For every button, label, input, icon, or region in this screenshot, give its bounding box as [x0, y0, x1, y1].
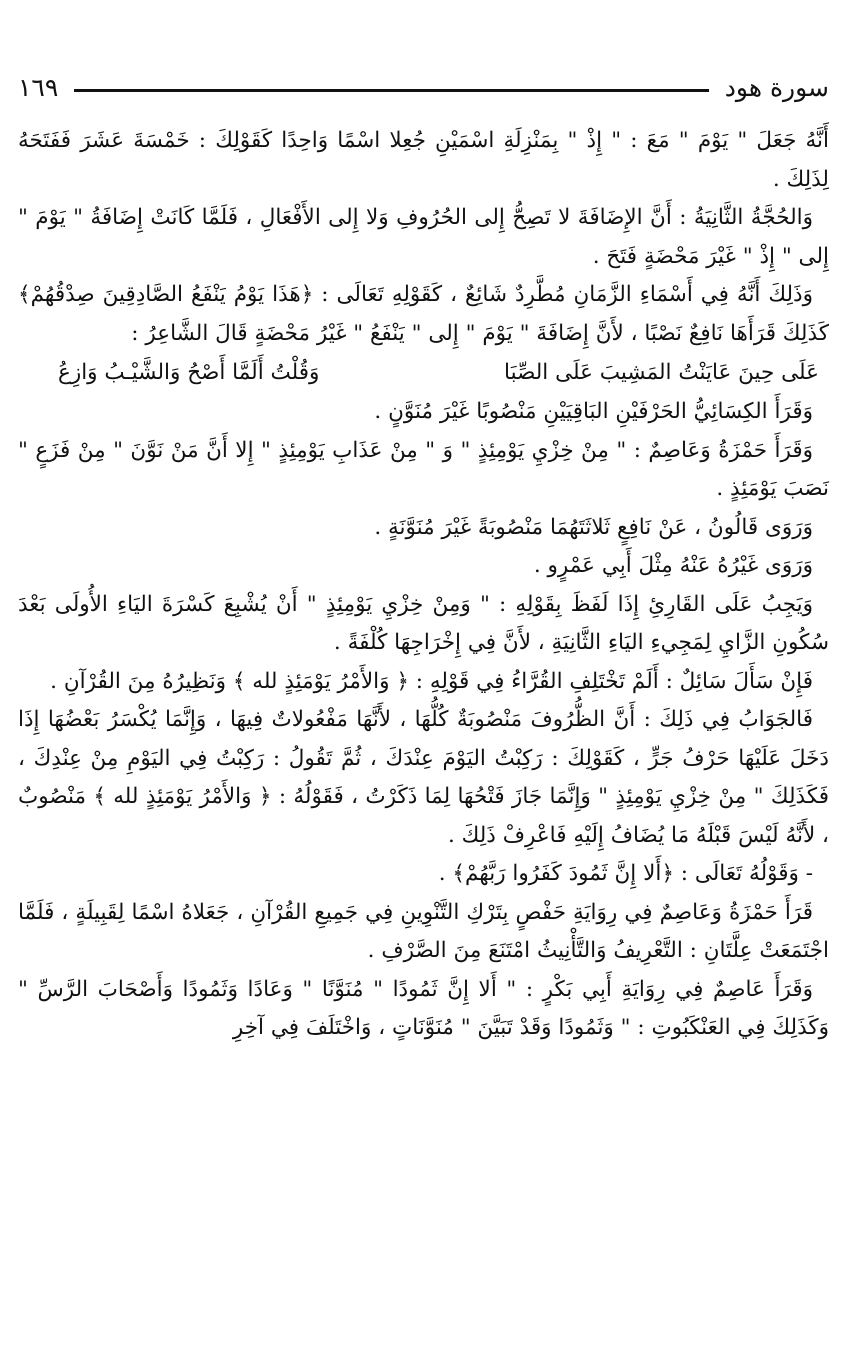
paragraph: فَإِنْ سَأَلَ سَائِلٌ : أَلَمْ تَخْتَلِفِ القُرَّاءُ فِي قَوْلِهِ : ﴿ وَالأَمْرُ يَوْمَئِذٍ لله ﴾ وَنَظِيرُهُ مِنَ القُرْآنِ .	[50, 668, 813, 694]
paragraph: وَذَلِكَ أَنَّهُ فِي أَسْمَاءِ الزَّمَانِ مُطَّرِدٌ شَائِعٌ ، كَقَوْلِهِ تَعَالَى : ﴿هَذَا يَوْمُ يَنْفَعُ الصَّادِقِينَ صِدْقُهُمْ﴾ كَذَلِكَ قَرَأَهَا نَافِعٌ نَصْبًا ، لأَنَّ إِضَافَةَ " يَوْمَ " إِلى " يَنْفَعُ " غَيْرُ مَحْضَةٍ قَالَ الشَّاعِرُ :	[18, 282, 829, 346]
page-header	[18, 62, 829, 112]
paragraph: وَالحُجَّةُ الثَّانِيَةُ : أَنَّ الإِضَافَةَ لا تَصِحُّ إِلى الحُرُوفِ وَلا إِلى الأَفْعَالِ ، فَلَمَّا كَانَتْ إِضَافَةُ " يَوْمَ " إِلى " إِذْ " غَيْرَ مَحْضَةٍ فَتَحَ .	[18, 205, 829, 269]
paragraph: وَيَجِبُ عَلَى القَارِئِ إِذَا لَفَظَ بِقَوْلِهِ : " وَمِنْ خِزْيِ يَوْمِئِذٍ " أَنْ يُشْبِعَ كَسْرَةَ اليَاءِ الأُولَى بَعْدَ سُكُونِ الزَّايِ لِمَجِيءِ اليَاءِ الثَّانِيَةِ ، لأَنَّ فِي إِخْرَاجِهَا كُلْفَةً .	[18, 591, 829, 655]
surah-title: سورة هود	[724, 72, 829, 102]
verse-second-hemistich: وَقُلْتُ أَلَمَّا أَصْحُ وَالشَّيْـبُ وَازِعُ	[58, 360, 320, 385]
paragraph: وَرَوَى غَيْرُهُ عَنْهُ مِثْلَ أَبِي عَمْرٍو .	[533, 553, 813, 578]
page-number: ١٦٩	[18, 72, 59, 102]
paragraph: فَالجَوَابُ فِي ذَلِكَ : أَنَّ الظُّرُوفَ مَنْصُوبَةٌ كُلُّهَا ، لأَنَّهَا مَفْعُولاتٌ فِيهَا ، وَإِنَّمَا يُكْسَرُ بَعْضُهَا إِذَا دَخَلَ عَلَيْهَا حَرْفُ جَرٍّ ، كَقَوْلِكَ : رَكِبْتُ اليَوْمَ عِنْدَكَ ، ثُمَّ تَقُولُ : رَكِبْتُ فِي اليَوْمِ مِنْ عِنْدِكَ ، فَكَذَلِكَ " مِنْ خِزْيِ يَوْمِئِذٍ " وَإِنَّمَا جَازَ فَتْحُهَا لِمَا ذَكَرْتُ ، فَقَوْلُهُ : ﴿ وَالأَمْرُ يَوْمَئِذٍ لله ﴾ مَنْصُوبٌ ، لأَنَّهُ لَيْسَ قَبْلَهُ مَا يُضَافُ إِلَيْهِ فَاعْرِفْ ذَلِكَ .	[18, 707, 829, 848]
page-body	[18, 122, 829, 1048]
header-rule	[74, 89, 708, 92]
paragraph: - وَقَوْلُهُ تَعَالَى : ﴿أَلا إِنَّ ثَمُودَ كَفَرُوا رَبَّهُمْ﴾ .	[438, 861, 813, 886]
book-page	[18, 62, 829, 1048]
poetry-verse	[18, 353, 829, 393]
paragraph: أَنَّهُ جَعَلَ " يَوْمَ " مَعَ : " إِذْ " بِمَنْزِلَةِ اسْمَيْنِ جُعِلا اسْمًا وَاحِدًا كَقَوْلِكَ : خَمْسَةَ عَشَرَ فَفَتَحَهُ لِذَلِكَ .	[18, 128, 829, 192]
paragraph: قَرَأَ حَمْزَةُ وَعَاصِمٌ فِي رِوَايَةِ حَفْصٍ بِتَرْكِ التَّنْوِينِ فِي جَمِيعِ القُرْآنِ ، جَعَلاهُ اسْمًا لِقَبِيلَةٍ ، فَلَمَّا اجْتَمَعَتْ عِلَّتَانِ : التَّعْرِيفُ وَالتَّأْنِيثُ امْتَنَعَ مِنَ الصَّرْفِ .	[18, 899, 829, 963]
paragraph: وَقَرَأَ عَاصِمٌ فِي رِوَايَةِ أَبِي بَكْرٍ : " أَلا إِنَّ ثَمُودًا " مُنَوَّنًا " وَعَادًا وَثَمُودًا وَأَصْحَابَ الرَّسِّ " وَكَذَلِكَ فِي العَنْكَبُوتِ : " وَثَمُودًا وَقَدْ تَبَيَّنَ " مُنَوَّنَاتٍ ، وَاخْتَلَفَ فِي آخِرِ	[18, 976, 829, 1040]
paragraph: وَقَرَأَ حَمْزَةُ وَعَاصِمٌ : " مِنْ خِزْيِ يَوْمِئِذٍ " وَ " مِنْ عَذَابِ يَوْمِئِذٍ " إِلا أَنَّ مَنْ نَوَّنَ " مِنْ فَزَعٍ " نَصَبَ يَوْمَئِذٍ .	[18, 437, 829, 501]
verse-first-hemistich: عَلَى حِينَ عَايَنْتُ المَشِيبَ عَلَى الصِّبَا	[504, 360, 819, 385]
paragraph: وَقَرَأَ الكِسَائِيُّ الحَرْفَيْنِ البَاقِيَيْنِ مَنْصُوبًا غَيْرَ مُنَوَّنٍ .	[374, 399, 813, 424]
paragraph: وَرَوَى قَالُونُ ، عَنْ نَافِعٍ ثَلاثَتَهُمَا مَنْصُوبَةً غَيْرَ مُنَوَّنَةٍ .	[374, 514, 813, 540]
